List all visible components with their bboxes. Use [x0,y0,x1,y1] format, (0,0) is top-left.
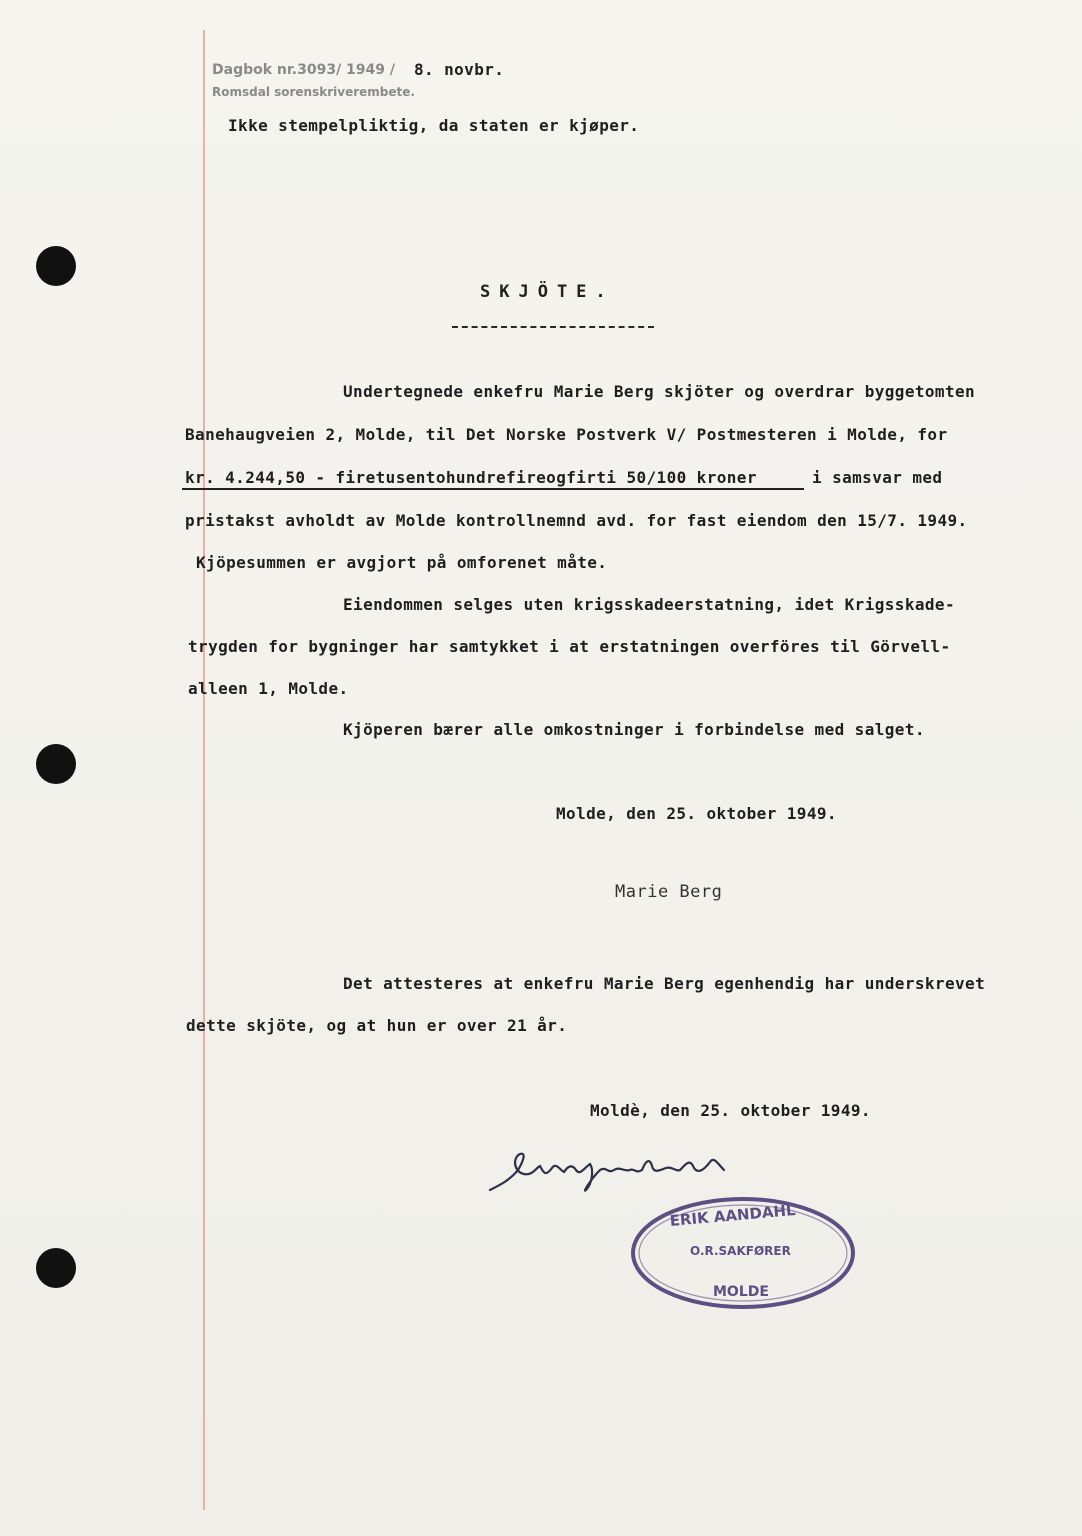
register-office: Romsdal sorenskriverembete. [212,85,415,99]
stamp-exemption-note: Ikke stempelpliktig, da staten er kjøper. [228,116,640,135]
register-stamp: Dagbok nr.3093/ 1949 / [212,62,396,78]
body-line: Kjöperen bærer alle omkostninger i forbindelse med salget. [343,720,925,739]
place-date: Molde, den 25. oktober 1949. [556,804,837,823]
place-date-attestation: Moldè, den 25. oktober 1949. [590,1101,871,1120]
register-date: 8. novbr. [414,60,505,79]
document-title: SKJÖTE. [480,282,615,302]
handwritten-signature [480,1140,760,1200]
punch-hole-bottom [36,1248,76,1288]
seal-name: ERIK AANDAHL [669,1201,797,1230]
body-line: Undertegnede enkefru Marie Berg skjöter og overdrar byggetomten [343,382,976,401]
seal-title: O.R.SAKFØRER [690,1244,791,1258]
seal-city: MOLDE [713,1284,769,1300]
body-line-amount: kr. 4.244,50 - firetusentohundrefireogfirti 50/100 kroner [185,468,757,487]
body-line: Eiendommen selges uten krigsskadeerstatning, idet Krigsskade- [343,595,956,614]
body-line: Kjöpesummen er avgjort på omforenet måte. [196,553,608,572]
body-line: trygden for bygninger har samtykket i at erstatningen overföres til Görvell- [188,637,951,656]
seller-signature: Marie Berg [615,882,723,902]
body-line: alleen 1, Molde. [188,679,349,698]
body-line: pristakst avholdt av Molde kontrollnemnd avd. for fast eiendom den 15/7. 1949. [185,511,968,530]
attestation-line: dette skjöte, og at hun er over 21 år. [186,1016,568,1035]
amount-underline [182,488,804,490]
body-line: i samsvar med [812,468,943,487]
body-line: Banehaugveien 2, Molde, til Det Norske Postverk V/ Postmesteren i Molde, for [185,425,948,444]
punch-hole-middle [36,744,76,784]
title-underline [452,326,654,328]
attestation-line: Det attesteres at enkefru Marie Berg egenhendig har underskrevet [343,974,986,993]
punch-hole-top [36,246,76,286]
margin-rule [203,30,205,1510]
